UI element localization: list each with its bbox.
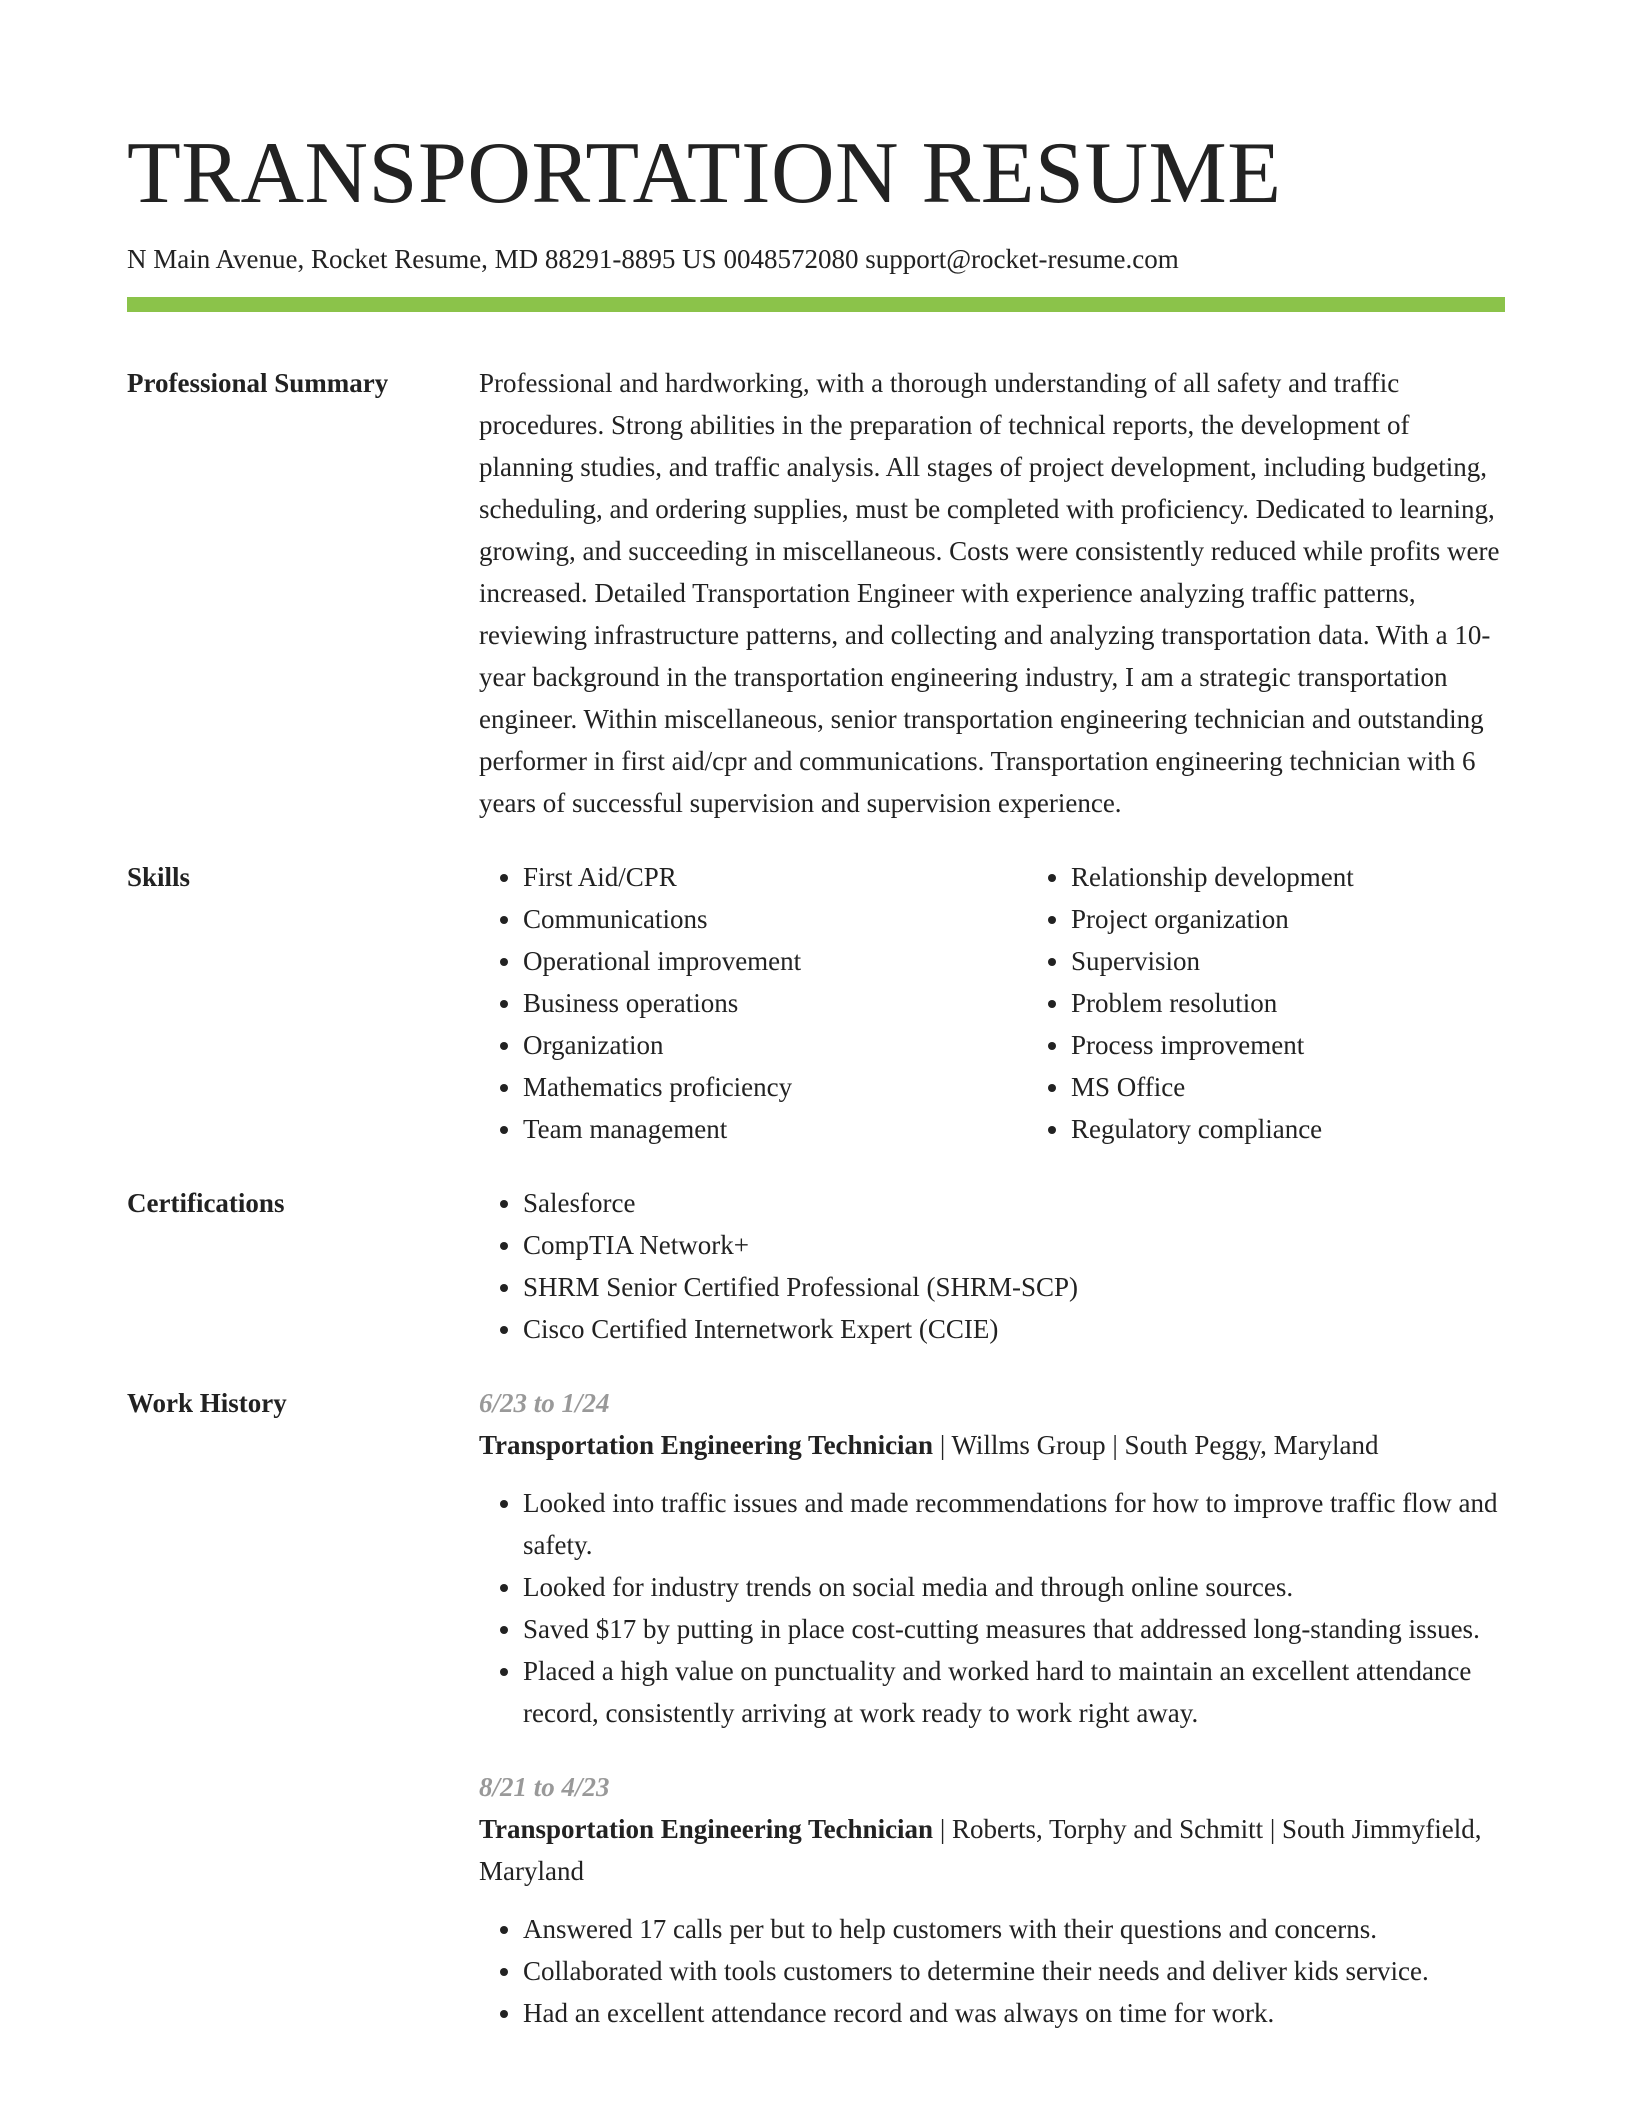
resume-title: TRANSPORTATION RESUME (127, 125, 1282, 222)
job-employer-location: | Roberts, Torphy and Schmitt | South Jimmyfield, Maryland (479, 1814, 1482, 1887)
job-title: Transportation Engineering Technician (479, 1430, 934, 1461)
job-heading (479, 1808, 1505, 1892)
job-bullet: • Had an excellent attendance record and was always on time for work. (523, 1992, 1505, 2034)
skill-item: • Operational improvement (523, 940, 1027, 982)
skill-item: • Business operations (523, 982, 1027, 1024)
summary-section (127, 362, 1505, 824)
skill-item: • Team management (523, 1108, 1027, 1150)
certification-item: • Cisco Certified Internetwork Expert (CCIE) (523, 1308, 1505, 1350)
summary-text: Professional and hardworking, with a thorough understanding of all safety and traffic procedures. Strong abilities in the preparation of technical reports, the development of planning studies, and traffic analysis. All stages of project development, including budgeting, scheduling, and ordering supplies, must be completed with proficiency. Dedicated to learning, growing, and succeeding in miscellaneous. Costs were consistently reduced while profits were increased. Detailed Transportation Engineer with experience analyzing traffic patterns, reviewing infrastructure patterns, and collecting and analyzing transportation data. With a 10-year background in the transportation engineering industry, I am a strategic transportation engineer. Within miscellaneous, senior transportation engineering technician and outstanding performer in first aid/cpr and communications. Transportation engineering technician with 6 years of successful supervision and supervision experience. (479, 368, 1500, 819)
job-bullet: • Looked for industry trends on social media and through online sources. (523, 1566, 1505, 1608)
skill-item: • Organization (523, 1024, 1027, 1066)
work-history-section (127, 1382, 1505, 2034)
job-bullets (479, 1482, 1505, 1734)
job-bullet: • Answered 17 calls per but to help customers with their questions and concerns. (523, 1908, 1505, 1950)
header-divider (127, 297, 1505, 312)
job-employer-location: | Willms Group | South Peggy, Maryland (933, 1430, 1379, 1461)
skill-item: • First Aid/CPR (523, 856, 1027, 898)
certification-item: • SHRM Senior Certified Professional (SHRM-SCP) (523, 1266, 1505, 1308)
skills-list-left (479, 856, 1027, 1150)
job-title: Transportation Engineering Technician (479, 1814, 934, 1845)
job-bullet: • Collaborated with tools customers to determine their needs and deliver kids service. (523, 1950, 1505, 1992)
skills-list-right (1027, 856, 1575, 1150)
certification-item: • CompTIA Network+ (523, 1224, 1505, 1266)
job-entry (479, 1766, 1505, 2034)
job-dates: 8/21 to 4/23 (479, 1772, 610, 1803)
summary-label: Professional Summary (127, 368, 389, 399)
certification-item: • Salesforce (523, 1182, 1505, 1224)
job-bullet: • Looked into traffic issues and made recommendations for how to improve traffic flow and safety. (523, 1482, 1505, 1566)
certifications-label: Certifications (127, 1188, 285, 1219)
skill-item: • Regulatory compliance (1071, 1108, 1575, 1150)
job-bullet: • Saved $17 by putting in place cost-cutting measures that addressed long-standing issues. (523, 1608, 1505, 1650)
job-entry (479, 1382, 1505, 1734)
skill-item: • Supervision (1071, 940, 1575, 982)
skill-item: • Project organization (1071, 898, 1575, 940)
work-history-body (479, 1382, 1505, 2034)
skills-section (127, 856, 1505, 1150)
skills-columns (479, 856, 1575, 1150)
skill-item: • Mathematics proficiency (523, 1066, 1027, 1108)
work-history-label: Work History (127, 1388, 287, 1419)
job-bullet: • Placed a high value on punctuality and worked hard to maintain an excellent attendance record, consistently arriving at work ready to work right away. (523, 1650, 1505, 1734)
job-dates: 6/23 to 1/24 (479, 1388, 610, 1419)
skill-item: • Communications (523, 898, 1027, 940)
job-bullets (479, 1908, 1505, 2034)
skill-item: • Problem resolution (1071, 982, 1575, 1024)
skill-item: • Process improvement (1071, 1024, 1575, 1066)
certifications-list (479, 1182, 1505, 1350)
skill-item: • MS Office (1071, 1066, 1575, 1108)
job-heading (479, 1424, 1505, 1466)
certifications-body (479, 1182, 1505, 1350)
certifications-section (127, 1182, 1505, 1350)
contact-line: N Main Avenue, Rocket Resume, MD 88291-8895 US 0048572080 support@rocket-resume.com (127, 244, 1179, 274)
skills-label: Skills (127, 862, 191, 893)
skill-item: • Relationship development (1071, 856, 1575, 898)
